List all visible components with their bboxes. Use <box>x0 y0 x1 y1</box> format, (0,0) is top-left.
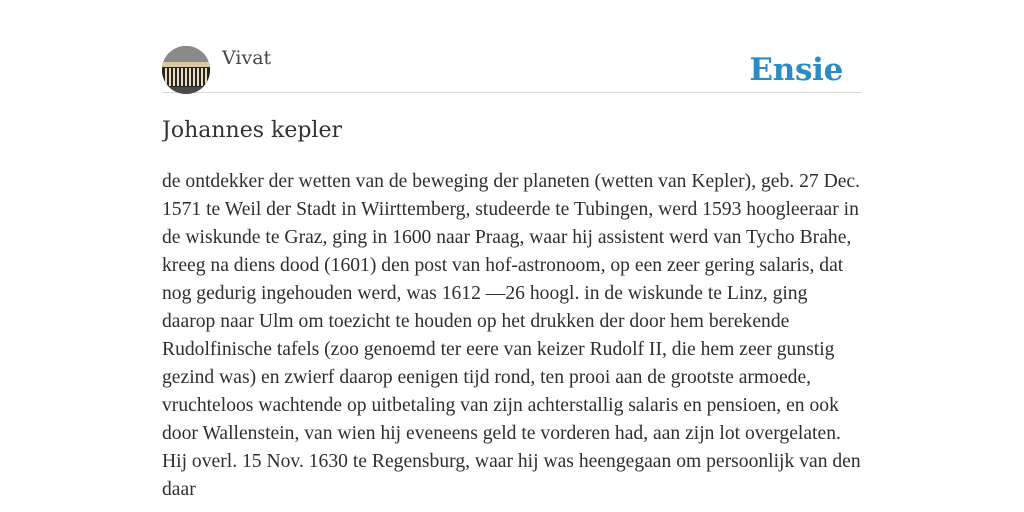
header <box>162 46 862 93</box>
bookshelf-avatar-icon <box>162 46 210 94</box>
article-title: Johannes kepler <box>162 118 342 143</box>
page <box>162 0 862 512</box>
article-body: de ontdekker der wetten van de beweging der planeten (wetten van Kepler), geb. 27 Dec. 1571 te Weil der Stadt in Wiirttemberg, studeerde te Tubingen, werd 1593 hoogleeraar in de wiskunde te Graz, ging in 1600 naar Praag, waar hij assistent werd van Tycho Brahe, kreeg na diens dood (1601) den post van hof-astronoom, op een zeer gering salaris, dat nog gedurig ingehouden werd, was 1612 —26 hoogl. in de wiskunde te Linz, ging daarop naar Ulm om toezicht te houden op het drukken der door hem berekende Rudolfinische tafels (zoo genoemd ter eere van keizer Rudolf II, die hem zeer gunstig gezind was) en zwierf daarop eenigen tijd rond, ten prooi aan de grootste armoede, vruchteloos wachtende op uitbetaling van zijn achterstallig salaris en pensioen, en ook door Wallenstein, van wien hij eveneens geld te vorderen had, aan zijn lot overgelaten. Hij overl. 15 Nov. 1630 te Regensburg, waar hij was heengegaan om persoonlijk van den daar <box>162 171 861 500</box>
avatar[interactable] <box>162 46 210 94</box>
brand-logo[interactable]: Ensie <box>749 52 843 88</box>
author-name[interactable]: Vivat <box>222 47 272 69</box>
